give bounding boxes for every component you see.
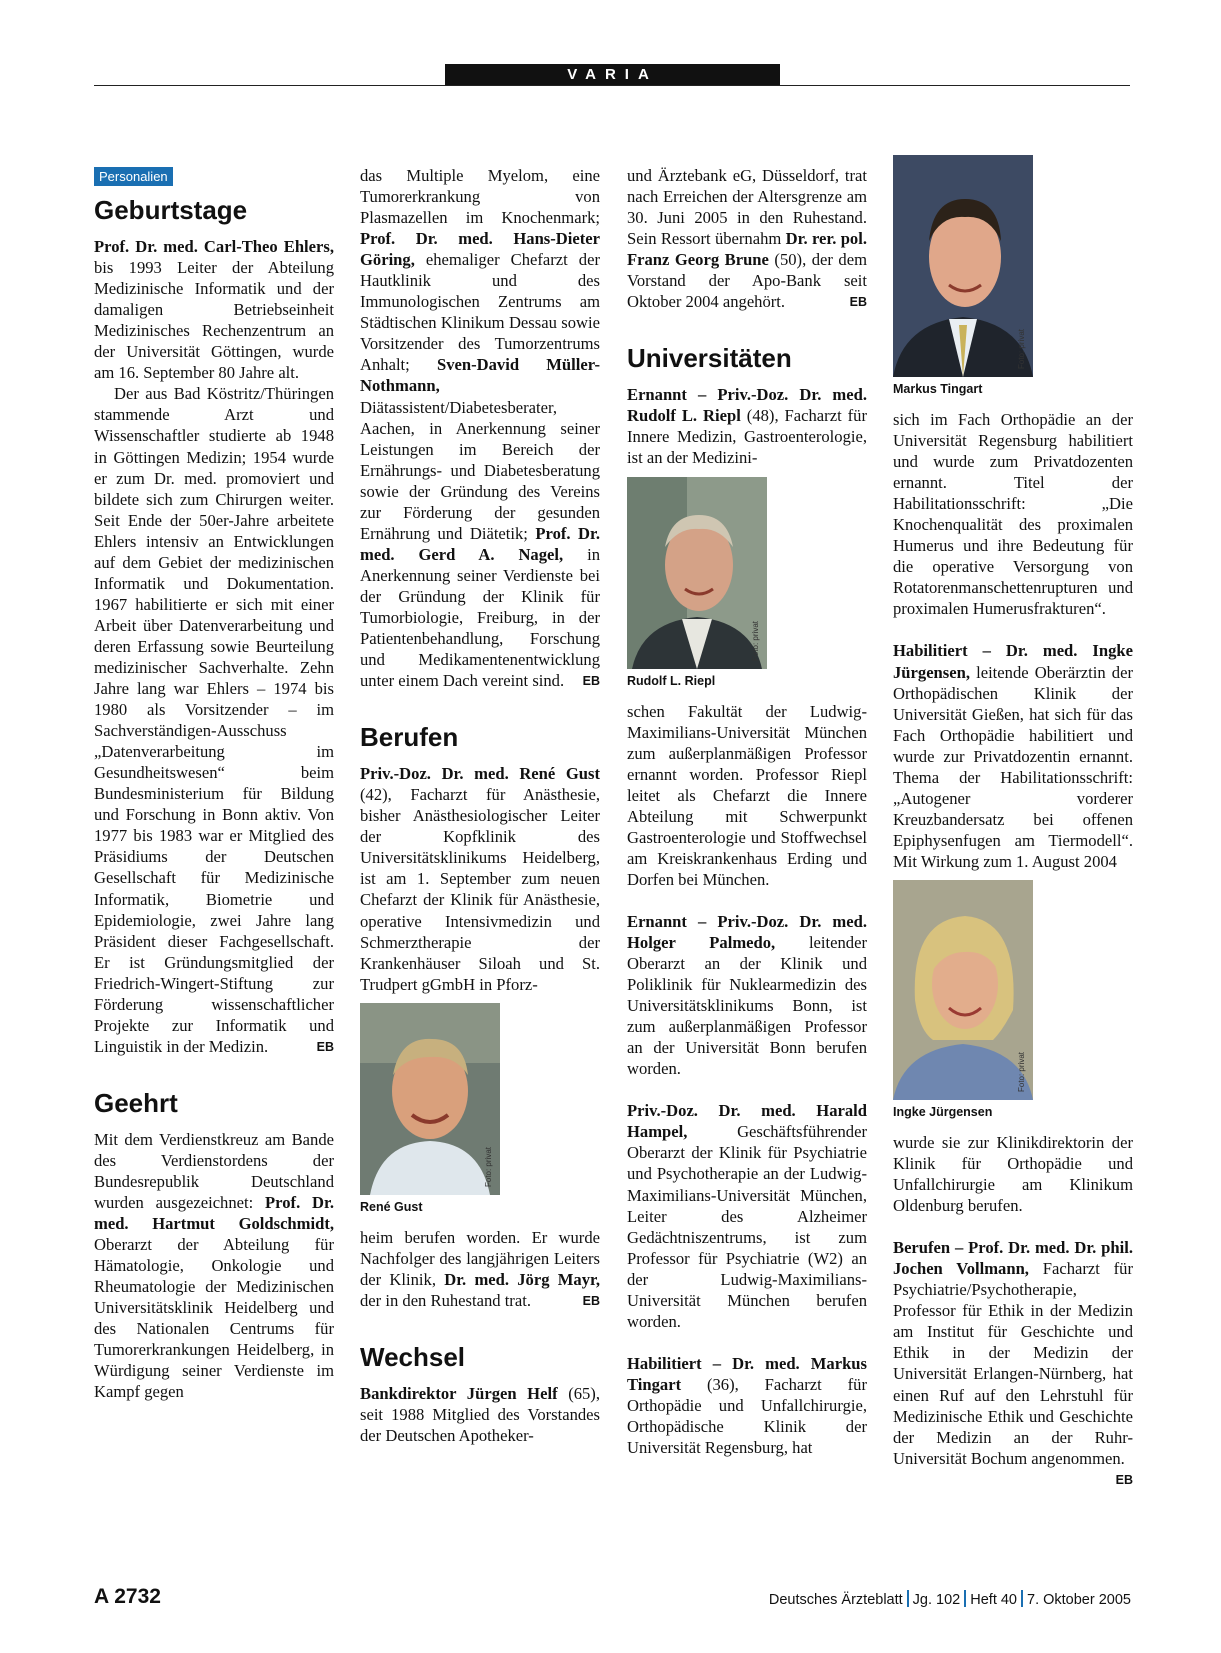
issue: Heft 40 [970, 1592, 1017, 1608]
text: sich im Fach Orthopädie an der Universität Regensburg habilitiert und wurde zum Privatdozenten ernannt. Titel der Habilitationsschrift: „Die Knochenqualität des proximalen Humerus und ihre Bedeutung für die operative Versorgung von Rotatorenmanschettenrupturen und proximalen Humerusfrakturen“. [893, 410, 1133, 619]
paragraph [627, 911, 867, 1079]
heading-geehrt: Geehrt [94, 1087, 178, 1118]
heading-geburtstage: Geburtstage [94, 195, 248, 226]
text: Geschäftsführender Oberarzt der Klinik für Psychiatrie und Psychotherapie an der Ludwig-Maximilians-Universität München, Leiter des Alzheimer Gedächtniszentrums, ist zum Professor für Psychiatrie (W2) an der Ludwig-Maximilians-Universität München berufen worden. [627, 1122, 867, 1331]
person-name: Prof. Dr. med. Gerd A. Nagel, [360, 523, 601, 564]
text: (50), der dem Vorstand der Apo-Bank seit Oktober 2004 angehört. [627, 250, 867, 312]
author-mark: EB [1115, 1472, 1133, 1487]
person-name: Priv.-Doz. Dr. med. René Gust [360, 764, 600, 784]
text: ehemaliger Chefarzt der Hautklinik und des Immunologischen Zentrums am Städtischen Klinikum Dessau sowie Vorsitzender des Tumorzentrums Anhalt; [360, 250, 600, 375]
photo-credit: Foto: privat [1016, 328, 1026, 369]
page-number: A 2732 [94, 1585, 161, 1608]
author-mark: EB [582, 1293, 600, 1308]
journal-name: Deutsches Ärzteblatt [768, 1592, 903, 1608]
separator [964, 1590, 966, 1607]
paragraph [360, 1227, 600, 1311]
person-name: Dr. med. Jörg Mayr, [444, 1269, 600, 1289]
column-1 [94, 165, 334, 1402]
person-name: Habilitiert – Dr. med. Ingke Jürgensen, [893, 641, 1133, 682]
text: das Multiple Myelom, eine Tumorerkrankung von Plasmazellen im Knochenmark; [360, 166, 600, 228]
photo-caption: Rudolf L. Riepl [627, 673, 716, 688]
text: wurde sie zur Klinikdirektorin der Klinik für Orthopädie und Unfallchirurgie am Klinikum Oldenburg berufen. [893, 1132, 1133, 1216]
footer-citation [769, 1590, 1131, 1608]
paragraph [893, 409, 1133, 619]
text: schen Fakultät der Ludwig-Maximilians-Universität München zum außerplanmäßigen Professor ernannt worden. Professor Riepl leitet als Chefarzt die Innere Abteilung mit Schwerpunkt Gastroenterologie und Stoffwechsel am Kreiskrankenhaus Erding und Dorfen bei München. [627, 701, 867, 889]
column-4 [893, 155, 1133, 1491]
section-header-varia: VARIA [445, 64, 780, 86]
photo-caption: Ingke Jürgensen [893, 1104, 993, 1119]
person-name: Priv.-Doz. Dr. med. Harald Hampel, [627, 1101, 867, 1142]
person-name: Prof. Dr. med. Carl-Theo Ehlers, [94, 237, 334, 257]
photo-caption: René Gust [360, 1199, 423, 1214]
heading-universitaeten: Universitäten [627, 343, 792, 374]
person-name: Bankdirektor Jürgen Helf [360, 1383, 558, 1403]
text: und Ärztebank eG, Düsseldorf, trat nach Erreichen der Altersgrenze am 30. Juni 2005 in den Ruhestand. Sein Ressort übernahm [627, 166, 867, 249]
paragraph [94, 1129, 334, 1403]
photo-credit: Foto: privat [1016, 1051, 1026, 1092]
text: (48), Facharzt für Innere Medizin, Gastroenterologie, ist an der Medizini- [627, 406, 867, 468]
text: Mit dem Verdienstkreuz am Bande des Verdienstordens der Bundesrepublik Deutschland wurden ausgezeichnet: [94, 1129, 334, 1213]
heading-berufen: Berufen [360, 722, 459, 753]
paragraph [627, 384, 867, 468]
paragraph [94, 236, 334, 383]
author-mark: EB [316, 1039, 334, 1054]
column-3 [627, 165, 867, 1458]
paragraph [360, 165, 600, 691]
author-mark: EB [582, 674, 600, 689]
separator [1021, 1590, 1023, 1607]
column-2 [360, 165, 600, 1446]
text: in Anerkennung seiner Verdienste bei der Gründung der Klinik für Tumorbiologie, Freiburg, in der Patientenbehandlung, Forschung und Medikamentenentwicklung unter einem Dach vereint sind. [360, 544, 600, 691]
text: heim berufen worden. Er wurde Nachfolger des langjährigen Leiters der Klinik, [360, 1227, 600, 1289]
text: Der aus Bad Köstritz/Thüringen stammende Arzt und Wissenschaftler studierte ab 1948 in Göttingen Medizin; 1954 wurde er zum Dr. med. promoviert und bildete sich zum Chirurgen weiter. Seit Ende der 50er-Jahre arbeitete Ehlers intensiv an Entwicklungen auf dem Gebiet der medizinischen Informatik und Dokumentation. 1967 habilitierte er sich mit einer Arbeit über Datenverarbeitung und deren Erfassung sowie Beurteilung medizinischer Sachverhalte. Zehn Jahre lang war Ehlers – 1974 bis 1980 als Vorsitzender – im Sachverständigen-Ausschuss „Datenverarbeitung im Gesundheitswesen“ beim Bundesministerium für Bildung und Forschung in Bonn aktiv. Von 1977 bis 1983 war er Mitglied des Präsidiums der Deutschen Gesellschaft für Medizinische Informatik, Biometrie und Epidemiologie, zwei Jahre lang Präsident dieser Fachgesellschaft. Er ist Gründungsmitglied der Friedrich-Wingert-Stiftung zur Förderung wissenschaftlicher Projekte zur Informatik und Linguistik in der Medizin. [94, 384, 334, 1056]
text: bis 1993 Leiter der Abteilung Medizinische Informatik und der damaligen Betriebseinheit Medizinisches Rechenzentrum an der Universität Göttingen, wurde am 16. September 80 Jahre alt. [94, 258, 334, 383]
header-rule [94, 85, 1130, 86]
paragraph [627, 701, 867, 890]
volume: Jg. 102 [912, 1592, 961, 1608]
issue-date: 7. Oktober 2005 [1027, 1592, 1131, 1608]
portrait-photo-gust [360, 1003, 500, 1195]
person-name: Ernannt – Priv.-Doz. Dr. med. Holger Palmedo, [627, 911, 867, 952]
heading-wechsel: Wechsel [360, 1341, 466, 1372]
separator [907, 1590, 909, 1607]
photo-credit: Foto: privat [483, 1146, 493, 1187]
text: Facharzt für Psychiatrie/Psychotherapie, Professor für Ethik in der Medizin am Institut für Geschichte und Ethik in der Medizin der Universität Erlangen-Nürnberg, hat einen Ruf auf den Lehrstuhl für Medizinische Ethik und Geschichte der Medizin an der Ruhr-Universität Bochum angenommen. [893, 1259, 1133, 1468]
person-name: Sven-David Müller-Nothmann, [360, 355, 600, 396]
person-name: Dr. rer. pol. Franz Georg Brune [627, 229, 867, 270]
text: der in den Ruhestand trat. [360, 1290, 531, 1310]
person-name: Prof. Dr. med. Hans-Dieter Göring, [360, 229, 600, 270]
section-tag: Personalien [94, 167, 173, 186]
text: Diätassistent/Diabetesberater, Aachen, in Anerkennung seiner Leistungen im Bereich der Ernährungs- und Diabetesberatung sowie der Gründung des Vereins zur Förderung der gesunden Ernährung und Diätetik; [360, 397, 600, 543]
paragraph [893, 640, 1133, 872]
photo-credit: Foto: privat [750, 620, 760, 661]
paragraph [893, 1237, 1133, 1487]
paragraph [627, 1353, 867, 1458]
portrait-photo-juergensen [893, 880, 1033, 1100]
text: leitender Oberarzt an der Klinik und Poliklinik für Nuklearmedizin des Universitätsklinikums Bonn, ist zum außerplanmäßigen Professor an der Universität Bonn berufen worden. [627, 932, 867, 1079]
person-name: Prof. Dr. med. Hartmut Goldschmidt, [94, 1193, 334, 1234]
person-name: Berufen – Prof. Dr. med. Dr. phil. Jochen Vollmann, [893, 1238, 1133, 1279]
person-name: Ernannt – Priv.-Doz. Dr. med. Rudolf L. Riepl [627, 385, 867, 426]
portrait-photo-riepl [627, 477, 767, 669]
text: (36), Facharzt für Orthopädie und Unfallchirurgie, Orthopädische Klinik der Universität Regensburg, hat [627, 1374, 867, 1458]
text: Oberarzt der Abteilung für Hämatologie, Onkologie und Rheumatologie der Medizinischen Universitätsklinik Heidelberg und des Nationalen Centrums für Tumorerkrankungen Heidelberg, in Würdigung seiner Verdienste im Kampf gegen [94, 1235, 334, 1402]
paragraph [627, 1100, 867, 1332]
paragraph [94, 383, 334, 1057]
person-name: Habilitiert – Dr. med. Markus Tingart [627, 1353, 867, 1394]
paragraph [360, 763, 600, 995]
text: leitende Oberärztin der Orthopädischen Klinik der Universität Gießen, hat sich für das Fach Orthopädie habilitiert und wurde zur Privatdozentin ernannt. Thema der Habilitationsschrift: „Autogener vorderer Kreuzbandersatz bei offenen Epiphysenfugen am Tiermodell“. Mit Wirkung zum 1. August 2004 [893, 662, 1133, 871]
paragraph [893, 1132, 1133, 1216]
author-mark: EB [849, 295, 867, 310]
paragraph [627, 165, 867, 312]
photo-caption: Markus Tingart [893, 382, 983, 396]
paragraph [360, 1383, 600, 1446]
text: (65), seit 1988 Mitglied des Vorstandes der Deutschen Apotheker- [360, 1383, 600, 1445]
portrait-photo-tingart [893, 155, 1033, 377]
text: (42), Facharzt für Anästhesie, bisher Anästhesiologischer Leiter der Kopfklinik des Universitätsklinikums Heidelberg, ist am 1. September zum neuen Chefarzt der Klinik für Anästhesie, operative Intensivmedizin und Schmerztherapie der Krankenhäuser Siloah und St. Trudpert gGmbH in Pforz- [360, 785, 600, 994]
